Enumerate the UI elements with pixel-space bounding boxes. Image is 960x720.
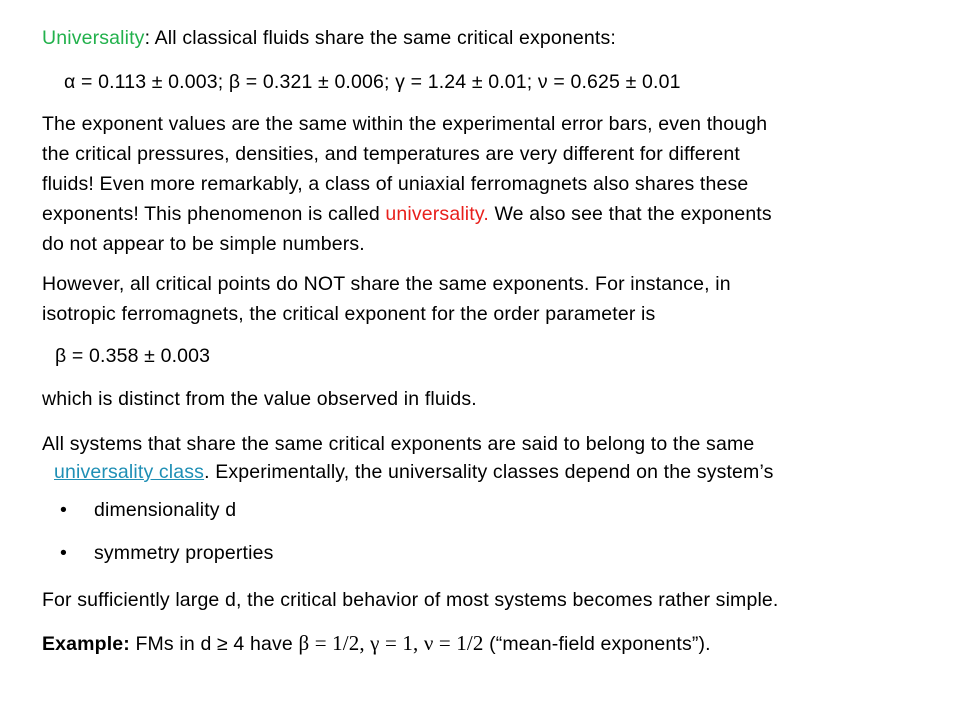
- bullet-icon: •: [60, 499, 67, 521]
- bullet-dimensionality: [60, 498, 237, 522]
- isotropic-beta-value: β = 0.358 ± 0.003: [55, 345, 211, 367]
- universality-term: universality.: [385, 203, 489, 225]
- paragraph-line: All systems that share the same critical exponents are said to belong to the same: [42, 433, 755, 455]
- intro-line: [42, 26, 616, 50]
- paragraph-distinct: which is distinct from the value observed in fluids.: [42, 388, 477, 410]
- bullet-text: dimensionality d: [94, 499, 237, 521]
- paragraph-large-d: For sufficiently large d, the critical behavior of most systems becomes rather simple.: [42, 589, 779, 611]
- bullet-text: symmetry properties: [94, 542, 274, 564]
- universality-keyword: Universality: [42, 27, 145, 49]
- paragraph-line: fluids! Even more remarkably, a class of uniaxial ferromagnets also shares these: [42, 173, 749, 195]
- paragraph-line: The exponent values are the same within the experimental error bars, even though: [42, 113, 768, 135]
- bullet-icon: •: [60, 542, 67, 564]
- universality-class-link[interactable]: universality class: [54, 461, 205, 483]
- paragraph-line: isotropic ferromagnets, the critical exponent for the order parameter is: [42, 303, 656, 325]
- intro-text: : All classical fluids share the same critical exponents:: [144, 27, 616, 49]
- example-label: Example:: [42, 633, 130, 655]
- paragraph-line: [42, 202, 772, 226]
- bullet-symmetry: [60, 541, 274, 565]
- text-fragment: We also see that the exponents: [488, 203, 772, 225]
- text-fragment: (“mean-field exponents”).: [483, 633, 711, 655]
- text-fragment: FMs in d ≥ 4 have: [129, 633, 299, 655]
- paragraph-line: the critical pressures, densities, and temperatures are very different for different: [42, 143, 740, 165]
- mean-field-formula: β = 1/2, γ = 1, ν = 1/2: [298, 631, 484, 655]
- paragraph-line: do not appear to be simple numbers.: [42, 233, 365, 255]
- text-fragment: exponents! This phenomenon is called: [42, 203, 386, 225]
- example-line: [42, 631, 711, 656]
- paragraph-line: [54, 460, 773, 484]
- fluid-exponents-line: α = 0.113 ± 0.003; β = 0.321 ± 0.006; γ = 1.24 ± 0.01; ν = 0.625 ± 0.01: [64, 71, 681, 93]
- text-fragment: . Experimentally, the universality classes depend on the system’s: [204, 461, 774, 483]
- paragraph-line: However, all critical points do NOT share the same exponents. For instance, in: [42, 273, 731, 295]
